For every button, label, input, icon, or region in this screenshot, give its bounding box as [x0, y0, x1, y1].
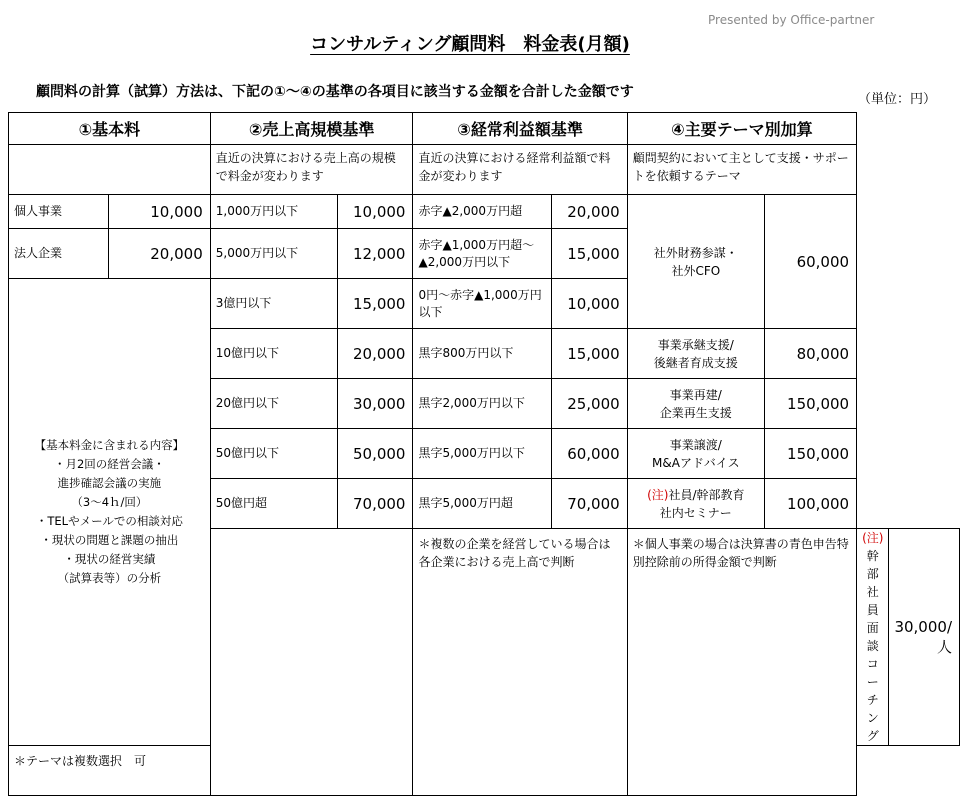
credit-text: Presented by Office-partner: [708, 13, 875, 27]
page-title: コンサルティング顧問料 料金表(月額): [310, 34, 630, 55]
sales-label: 50億円超: [210, 479, 337, 529]
profit-subheader: 直近の決算における経常利益額で料金が変わります: [413, 145, 627, 195]
profit-fee: 15,000: [552, 229, 628, 279]
includes-line: ・現状の経営実績: [63, 552, 156, 566]
header-sales-basis: ②売上高規模基準: [210, 113, 413, 145]
profit-note: ＊個人事業の場合は決算書の青色申告特別控除前の所得金額で判断: [627, 529, 856, 796]
basic-fee-corporate: 20,000: [109, 229, 211, 279]
header-profit-basis: ③経常利益額基準: [413, 113, 627, 145]
sales-label: 5,000万円以下: [210, 229, 337, 279]
sales-label: 20億円以下: [210, 379, 337, 429]
sales-fee: 30,000: [337, 379, 413, 429]
theme-note: ＊テーマは複数選択 可: [9, 746, 211, 796]
theme-label: 事業承継支援/ 後継者育成支援: [627, 329, 764, 379]
sales-label: 1,000万円以下: [210, 195, 337, 229]
profit-fee: 25,000: [552, 379, 628, 429]
profit-label: 黒字800万円以下: [413, 329, 552, 379]
theme-fee: 150,000: [764, 379, 856, 429]
theme-label: (注)社員/幹部教育 社内セミナー: [627, 479, 764, 529]
includes-line: （3～4ｈ/回）: [71, 495, 148, 509]
basic-notes-blank: [210, 529, 413, 796]
includes-line: ・TELやメールでの相談対応: [35, 514, 183, 528]
unit-note: （単位：円）: [858, 92, 937, 107]
profit-fee: 70,000: [552, 479, 628, 529]
includes-line: 【基本料金に含まれる内容】: [34, 438, 185, 452]
includes-line: （試算表等）の分析: [57, 571, 162, 585]
sales-fee: 10,000: [337, 195, 413, 229]
header-basic-fee: ①基本料: [9, 113, 211, 145]
theme-fee: 100,000: [764, 479, 856, 529]
theme-label: (注)幹部社員面談 コーチング: [857, 529, 889, 746]
sales-fee: 12,000: [337, 229, 413, 279]
sales-label: 3億円以下: [210, 279, 337, 329]
theme-label: 事業再建/ 企業再生支援: [627, 379, 764, 429]
profit-label: 赤字▲1,000万円超～▲2,000万円以下: [413, 229, 552, 279]
theme-label-cfo: 社外財務参謀・ 社外CFO: [627, 195, 764, 329]
basic-subheader-blank: [9, 145, 211, 195]
profit-fee: 10,000: [552, 279, 628, 329]
profit-fee: 20,000: [552, 195, 628, 229]
basic-fee-individual: 10,000: [109, 195, 211, 229]
profit-label: 黒字5,000万円超: [413, 479, 552, 529]
sales-fee: 50,000: [337, 429, 413, 479]
theme-fee: 150,000: [764, 429, 856, 479]
fee-table: [8, 112, 960, 796]
sales-label: 10億円以下: [210, 329, 337, 379]
sales-fee: 15,000: [337, 279, 413, 329]
subheader-row: [9, 145, 960, 195]
theme-fee: 30,000/人: [889, 529, 960, 746]
profit-label: 黒字5,000万円以下: [413, 429, 552, 479]
profit-label: 0円～赤字▲1,000万円以下: [413, 279, 552, 329]
profit-fee: 60,000: [552, 429, 628, 479]
header-theme-addition: ④主要テーマ別加算: [627, 113, 856, 145]
theme-fee: 80,000: [764, 329, 856, 379]
table-row: [9, 195, 960, 229]
profit-label: 赤字▲2,000万円超: [413, 195, 552, 229]
profit-fee: 15,000: [552, 329, 628, 379]
sales-subheader: 直近の決算における売上高の規模で料金が変わります: [210, 145, 413, 195]
theme-label: 事業譲渡/ M&Aアドバイス: [627, 429, 764, 479]
basic-label-corporate: 法人企業: [9, 229, 109, 279]
theme-subheader: 顧問契約において主として支援・サポートを依頼するテーマ: [627, 145, 856, 195]
includes-line: ・現状の問題と課題の抽出: [40, 533, 179, 547]
note-mark: (注): [647, 487, 669, 502]
basic-includes: [9, 279, 211, 746]
includes-line: ・月2回の経営会議・: [53, 457, 165, 471]
basic-label-individual: 個人事業: [9, 195, 109, 229]
sales-label: 50億円以下: [210, 429, 337, 479]
includes-line: 進捗確認会議の実施: [57, 476, 162, 490]
theme-fee-cfo: 60,000: [764, 195, 856, 329]
sales-fee: 70,000: [337, 479, 413, 529]
sales-fee: 20,000: [337, 329, 413, 379]
sales-note: ＊複数の企業を経営している場合は各企業における売上高で判断: [413, 529, 627, 796]
profit-label: 黒字2,000万円以下: [413, 379, 552, 429]
description-text: 顧問料の計算（試算）方法は、下記の①～④の基準の各項目に該当する金額を合計した金額です: [36, 84, 634, 100]
note-mark: (注): [862, 531, 884, 545]
header-row: [9, 113, 960, 145]
